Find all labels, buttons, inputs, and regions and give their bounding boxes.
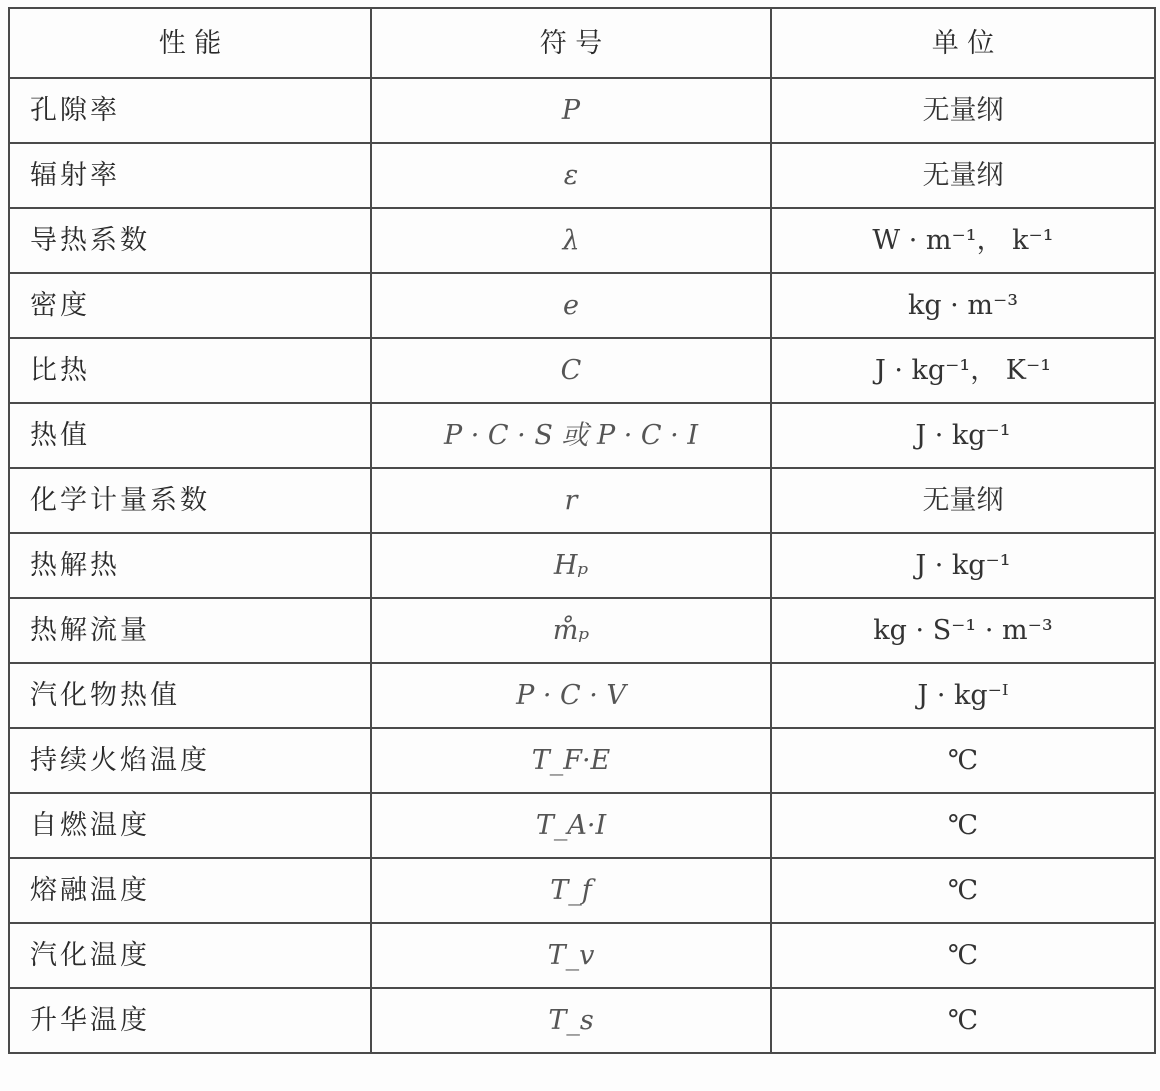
- table-row: [9, 208, 1155, 273]
- table-row: [9, 338, 1155, 403]
- properties-table: [8, 7, 1156, 1054]
- table-row: [9, 663, 1155, 728]
- table-row: [9, 78, 1155, 143]
- unit-cell: ℃: [771, 728, 1155, 793]
- property-cell: 比热: [9, 338, 371, 403]
- unit-cell: 无量纲: [771, 78, 1155, 143]
- header-property: [9, 8, 371, 78]
- property-cell: 密度: [9, 273, 371, 338]
- unit-cell: kg · S⁻¹ · m⁻³: [771, 598, 1155, 663]
- unit-cell: kg · m⁻³: [771, 273, 1155, 338]
- unit-cell: 无量纲: [771, 468, 1155, 533]
- property-cell: 热解热: [9, 533, 371, 598]
- property-cell: 熔融温度: [9, 858, 371, 923]
- table-row: [9, 403, 1155, 468]
- symbol-cell: C: [371, 338, 771, 403]
- header-symbol-text: 符 号: [539, 27, 603, 59]
- property-cell: 孔隙率: [9, 78, 371, 143]
- property-cell: 持续火焰温度: [9, 728, 371, 793]
- unit-cell: J · kg⁻¹: [771, 533, 1155, 598]
- header-property-text: 性 能: [158, 27, 222, 59]
- header-row: [9, 8, 1155, 78]
- unit-cell: ℃: [771, 923, 1155, 988]
- unit-cell: J · kg⁻¹: [771, 403, 1155, 468]
- symbol-cell: T_v: [371, 923, 771, 988]
- property-cell: 辐射率: [9, 143, 371, 208]
- property-cell: 汽化物热值: [9, 663, 371, 728]
- symbol-cell: T_A·I: [371, 793, 771, 858]
- header-symbol: [371, 8, 771, 78]
- table-row: [9, 988, 1155, 1053]
- unit-cell: W · m⁻¹， k⁻¹: [771, 208, 1155, 273]
- symbol-cell: P: [371, 78, 771, 143]
- unit-cell: J · kg⁻ᴵ: [771, 663, 1155, 728]
- header-unit: [771, 8, 1155, 78]
- table-row: [9, 598, 1155, 663]
- table-header: [9, 8, 1155, 78]
- unit-cell: 无量纲: [771, 143, 1155, 208]
- symbol-cell: e: [371, 273, 771, 338]
- symbol-cell: Hₚ: [371, 533, 771, 598]
- header-unit-text: 单 位: [931, 27, 995, 59]
- table-row: [9, 273, 1155, 338]
- symbol-cell: P · C · V: [371, 663, 771, 728]
- table-body: [9, 78, 1155, 1053]
- property-cell: 导热系数: [9, 208, 371, 273]
- table-row: [9, 728, 1155, 793]
- table-row: [9, 143, 1155, 208]
- symbol-cell: T_s: [371, 988, 771, 1053]
- property-cell: 化学计量系数: [9, 468, 371, 533]
- table-row: [9, 923, 1155, 988]
- property-cell: 升华温度: [9, 988, 371, 1053]
- unit-cell: ℃: [771, 858, 1155, 923]
- unit-cell: ℃: [771, 988, 1155, 1053]
- symbol-cell: m̊ₚ: [371, 598, 771, 663]
- symbol-cell: r: [371, 468, 771, 533]
- table-row: [9, 858, 1155, 923]
- property-cell: 自燃温度: [9, 793, 371, 858]
- symbol-cell: T_f: [371, 858, 771, 923]
- unit-cell: J · kg⁻¹， K⁻¹: [771, 338, 1155, 403]
- symbol-cell: P · C · S 或 P · C · I: [371, 403, 771, 468]
- table-row: [9, 468, 1155, 533]
- symbol-cell: λ: [371, 208, 771, 273]
- property-cell: 热解流量: [9, 598, 371, 663]
- symbol-cell: T_F·E: [371, 728, 771, 793]
- property-cell: 热值: [9, 403, 371, 468]
- table-row: [9, 793, 1155, 858]
- unit-cell: ℃: [771, 793, 1155, 858]
- property-cell: 汽化温度: [9, 923, 371, 988]
- symbol-cell: ε: [371, 143, 771, 208]
- table-row: [9, 533, 1155, 598]
